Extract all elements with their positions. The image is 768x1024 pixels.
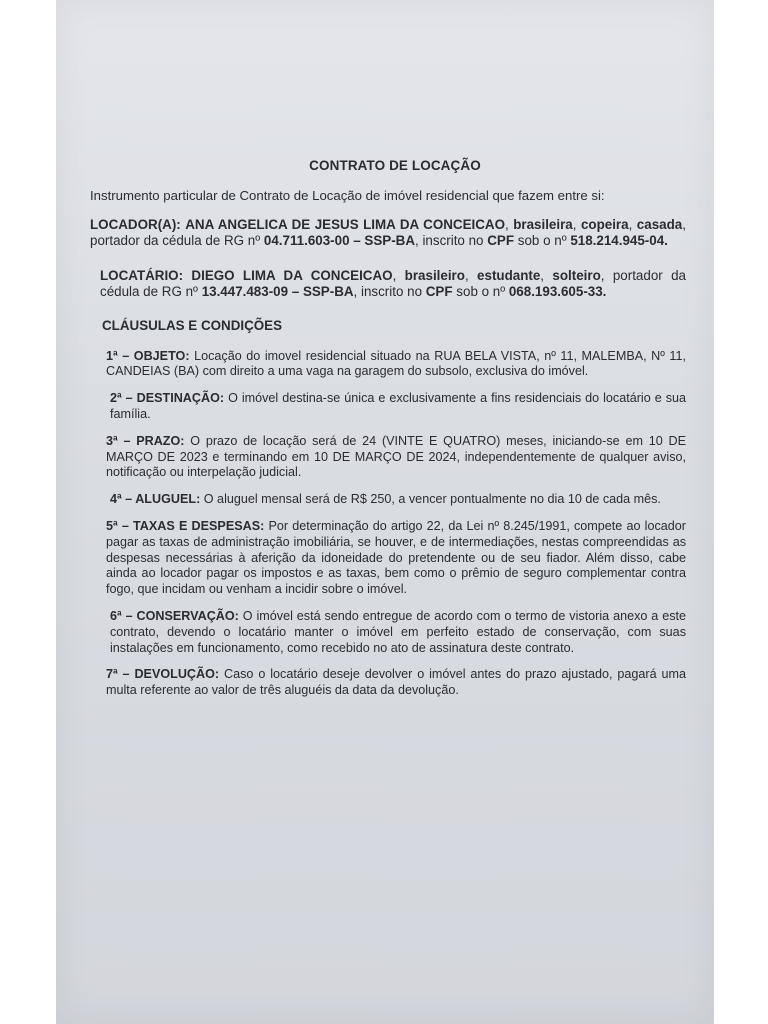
clause-text: Caso o locatário deseje devolver o imóvel antes do prazo ajustado, pagará uma multa referente ao valor de três aluguéis da data da devolução. bbox=[106, 667, 687, 698]
locador-cpf-prefix: , inscrito no bbox=[415, 233, 484, 249]
clause-3 bbox=[106, 434, 686, 481]
locatario-civil-status: solteiro bbox=[552, 267, 601, 283]
locador-paragraph: LOCADOR(A): ANA ANGELICA DE JESUS LIMA DA CONCEICAO, brasileira, copeira, casada, portador da cédula de RG nº 04.711.603-00 – SSP-BA, inscrito no CPF sob o nº 518.214.945-04. bbox=[90, 217, 686, 249]
locador-cpf: 518.214.945-04. bbox=[570, 233, 668, 249]
clause-label: 2ª – DESTINAÇÃO: bbox=[110, 391, 225, 406]
clauses-heading: CLÁUSULAS E CONDIÇÕES bbox=[102, 318, 283, 333]
locador-rg-prefix: , portador da cédula de RG nº bbox=[90, 217, 686, 249]
clause-5 bbox=[106, 519, 686, 598]
locatario-occupation: estudante bbox=[477, 267, 541, 283]
locador-cpf-label: CPF bbox=[487, 233, 515, 249]
clause-7 bbox=[106, 667, 686, 699]
locatario-paragraph: LOCATÁRIO: DIEGO LIMA DA CONCEICAO, brasileiro, estudante, solteiro, portador da cédula de RG nº 13.447.483-09 – SSP-BA, inscrito no CPF sob o nº 068.193.605-33. bbox=[100, 267, 686, 299]
locador-civil-status: casada bbox=[636, 217, 683, 233]
document-title: CONTRATO DE LOCAÇÃO bbox=[309, 158, 481, 173]
locatario-rg-prefix: , portador da cédula de RG nº bbox=[100, 267, 686, 299]
locatario-cpf-label: CPF bbox=[425, 283, 453, 299]
clause-label: 1ª – OBJETO: bbox=[106, 348, 190, 363]
clause-label: 4ª – ALUGUEL: bbox=[110, 492, 201, 507]
clause-text: O imóvel está sendo entregue de acordo com o termo de vistoria anexo a este contrato, devendo o locatário manter o imóvel em perfeito estado de conservação, com suas instalações em funcionamento, como recebido no ato de assinatura deste contrato. bbox=[110, 608, 686, 655]
locador-cpf-mid: sob o nº bbox=[517, 233, 567, 249]
clause-6 bbox=[110, 609, 686, 656]
locatario-cpf-prefix: , inscrito no bbox=[353, 283, 423, 299]
locatario-cpf: 068.193.605-33. bbox=[508, 283, 607, 299]
clause-label: 5ª – TAXAS E DESPESAS: bbox=[106, 518, 265, 533]
clause-text: O aluguel mensal será de R$ 250, a vencer pontualmente no dia 10 de cada mês. bbox=[203, 492, 661, 507]
locador-occupation: copeira bbox=[580, 217, 629, 233]
clause-label: 7ª – DEVOLUÇÃO: bbox=[106, 667, 220, 682]
locador-label: LOCADOR(A): bbox=[90, 217, 181, 233]
locador-name: ANA ANGELICA DE JESUS LIMA DA CONCEICAO bbox=[185, 217, 505, 233]
clause-label: 6ª – CONSERVAÇÃO: bbox=[110, 608, 239, 623]
clause-text: O imóvel destina-se única e exclusivamente a fins residenciais do locatário e sua família. bbox=[110, 391, 686, 421]
locatario-rg: 13.447.483-09 – SSP-BA bbox=[201, 283, 354, 299]
clause-text: Por determinação do artigo 22, da Lei nº 8.245/1991, compete ao locador pagar as taxas de administração imobiliária, se houver, e de intermediações, nestas compreendidas as despesas necessárias à aferição da idoneidade do pretendente ou de seu fiador. Além disso, cabe ainda ao locador pagar os impostos e as taxas, bem como o prêmio de seguro complementar contra fogo, que incidam ou venham a incidir sobre o imóvel. bbox=[106, 518, 686, 597]
paper-sheet bbox=[56, 0, 714, 1024]
locador-rg: 04.711.603-00 – SSP-BA bbox=[263, 233, 416, 249]
clause-label: 3ª – PRAZO: bbox=[106, 433, 185, 448]
contract-body bbox=[90, 158, 686, 710]
intro-paragraph: Instrumento particular de Contrato de Locação de imóvel residencial que fazem entre si: bbox=[90, 187, 605, 203]
clause-4 bbox=[110, 492, 686, 508]
clause-text: O prazo de locação será de 24 (VINTE E QUATRO) meses, iniciando-se em 10 DE MARÇO DE 2023 e terminando em 10 DE MARÇO DE 2024, independentemente de qualquer aviso, notificação ou interpelação judicial. bbox=[106, 433, 686, 480]
clause-2 bbox=[110, 391, 686, 423]
locatario-name: DIEGO LIMA DA CONCEICAO bbox=[191, 267, 393, 283]
clause-1 bbox=[106, 349, 686, 381]
locatario-nationality: brasileiro bbox=[404, 267, 465, 283]
locatario-label: LOCATÁRIO: bbox=[100, 267, 184, 283]
clause-text: Locação do imovel residencial situado na RUA BELA VISTA, nº 11, MALEMBA, Nº 11, CANDEIAS (BA) com direito a uma vaga na garagem do subsolo, exclusiva do imóvel. bbox=[106, 348, 686, 379]
locador-nationality: brasileira bbox=[513, 217, 573, 233]
locatario-cpf-mid: sob o nº bbox=[456, 283, 506, 299]
